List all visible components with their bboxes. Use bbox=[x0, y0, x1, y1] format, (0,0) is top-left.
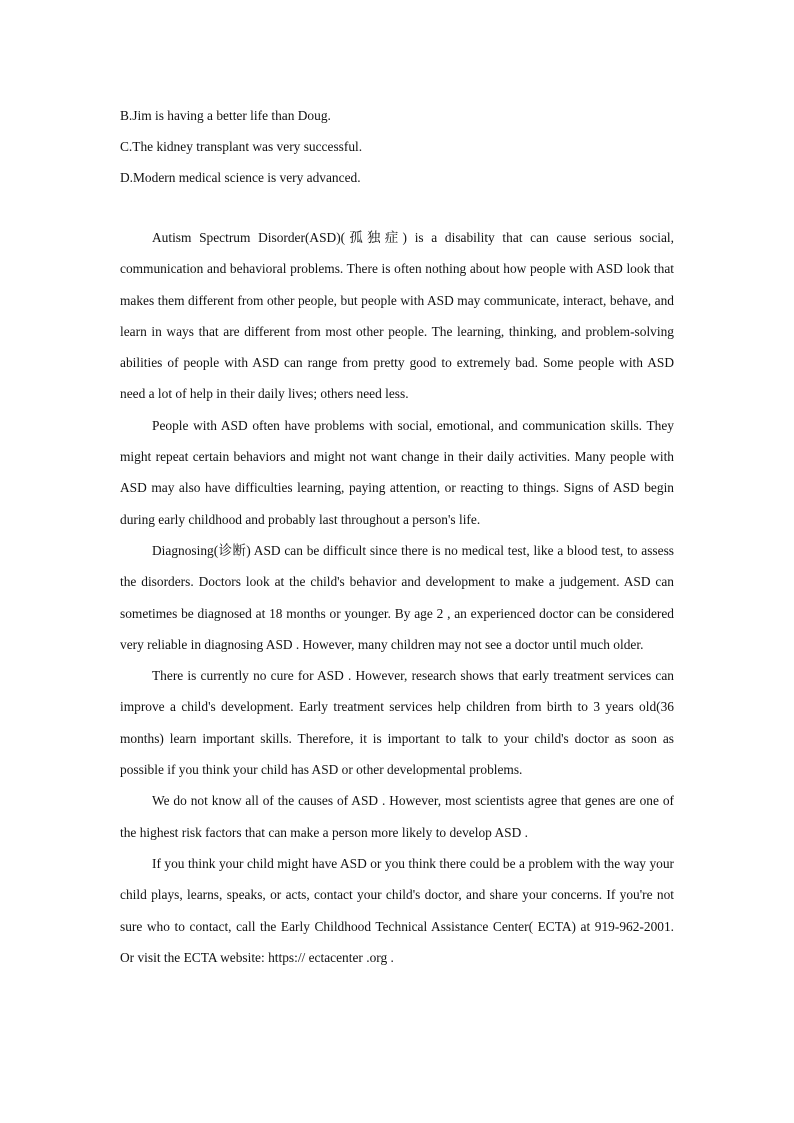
paragraph-3: Diagnosing(诊断) ASD can be difficult since there is no medical test, like a blood test, to assess the disorders. Doctors look at the child's behavior and development to make a judgement. ASD can sometimes be diagnosed at 18 months or younger. By age 2 , an experienced doctor can be considered very reliable in diagnosing ASD . However, many children may not see a doctor until much older. bbox=[120, 542, 674, 652]
answer-options bbox=[120, 100, 680, 193]
paragraph-5: We do not know all of the causes of ASD . However, most scientists agree that genes are one of the highest risk factors that can make a person more likely to develop ASD . bbox=[120, 793, 674, 840]
option-b: B.Jim is having a better life than Doug. bbox=[120, 108, 331, 123]
paragraph-6: If you think your child might have ASD or you think there could be a problem with the way your child plays, learns, speaks, or acts, contact your child's doctor, and share your concerns. If you're not sure who to contact, call the Early Childhood Technical Assistance Center( ECTA) at 919-962-2001. Or visit the ECTA website: https:// ectacenter .org . bbox=[120, 855, 674, 965]
option-c: C.The kidney transplant was very successful. bbox=[120, 139, 363, 154]
paragraph-2: People with ASD often have problems with social, emotional, and communication skills. They might repeat certain behaviors and might not want change in their daily activities. Many people with ASD may also have difficulties learning, paying attention, or reacting to things. Signs of ASD begin during early childhood and probably last throughout a person's life. bbox=[120, 417, 674, 527]
paragraph-4: There is currently no cure for ASD . However, research shows that early treatment services can improve a child's development. Early treatment services help children from birth to 3 years old(36 months) learn important skills. Therefore, it is important to talk to your child's doctor as soon as possible if you think your child has ASD or other developmental problems. bbox=[120, 668, 674, 778]
paragraph-1: Autism Spectrum Disorder(ASD)(孤独症) is a disability that can cause serious social, communication and behavioral problems. There is often nothing about how people with ASD look that makes them different from other people, but people with ASD may communicate, interact, behave, and learn in ways that are different from most other people. The learning, thinking, and problem-solving abilities of people with ASD can range from pretty good to extremely bad. Some people with ASD need a lot of help in their daily lives; others need less. bbox=[120, 230, 674, 402]
reading-passage bbox=[120, 222, 674, 973]
option-d: D.Modern medical science is very advanced. bbox=[120, 170, 361, 185]
